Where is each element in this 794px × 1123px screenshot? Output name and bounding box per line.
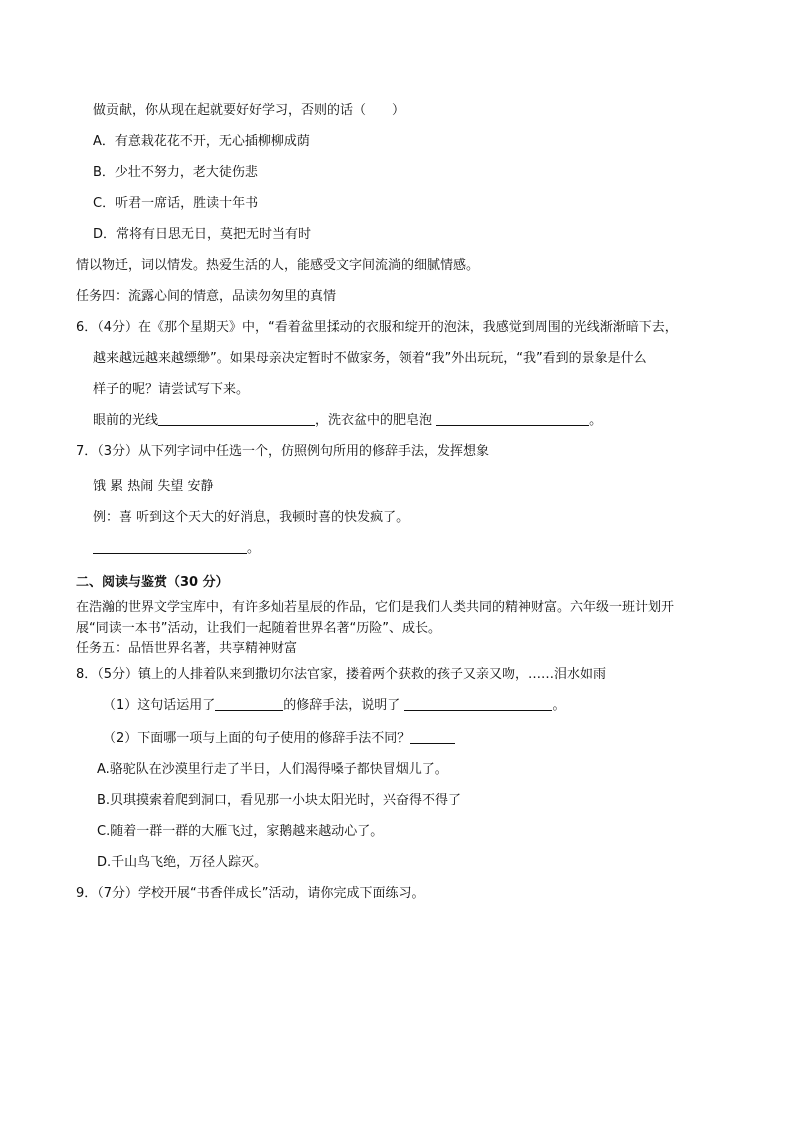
q6-fill-label-a: 眼前的光线: [93, 413, 159, 428]
q8-line1: 8．（5分）镇上的人排着队来到撒切尔法官家，搂着两个获救的孩子又亲又吻，……泪水如雨: [76, 667, 607, 682]
q8-sub1-label-a: （1）这句话运用了: [103, 698, 216, 713]
q5-option-b: B．少壮不努力，老大徒伤悲: [93, 165, 258, 180]
q6-blank-1[interactable]: [158, 412, 315, 426]
q8-option-d: D.千山鸟飞绝，万径人踪灭。: [97, 855, 268, 870]
q7-word-list: 饿 累 热闹 失望 安静: [93, 479, 214, 494]
q8-option-b: B.贝琪摸索着爬到洞口，看见那一小块太阳光时，兴奋得不得了: [97, 793, 462, 808]
q6-line2: 越来越远越来越缥缈”。如果母亲决定暂时不做家务，领着“我”外出玩玩，“我”看到的景象是什么: [93, 351, 647, 366]
q8-sub1-row: [103, 697, 565, 715]
q8-blank-2[interactable]: [404, 697, 552, 711]
q9-line: 9．（7分）学校开展“书香伴成长”活动，请你完成下面练习。: [76, 886, 425, 901]
q7-line1: 7．（3分）从下列字词中任选一个，仿照例句所用的修辞手法，发挥想象: [76, 444, 490, 459]
q8-option-c: C.随着一群一群的大雁飞过，家鹅越来越动心了。: [97, 824, 384, 839]
q6-fill-row: [93, 412, 602, 430]
q6-line3: 样子的呢？请尝试写下来。: [93, 382, 250, 397]
q5-continuation: 做贡献，你从现在起就要好好学习，否则的话（ ）: [93, 103, 406, 118]
q5-option-d: D．常将有日思无日，莫把无时当有时: [93, 227, 312, 242]
q5-option-c: C．听君一席话，胜读十年书: [93, 196, 259, 211]
q7-example: 例：喜 听到这个天大的好消息，我顿时喜的快发疯了。: [93, 510, 410, 525]
q7-blank[interactable]: [93, 540, 247, 554]
task4-heading: 任务四：流露心间的情意，品读勿匆里的真情: [76, 289, 337, 304]
q8-sub1-label-b: 的修辞手法，说明了: [283, 698, 401, 713]
section2-intro-line1: 在浩瀚的世界文学宝库中，有许多灿若星辰的作品，它们是我们人类共同的精神财富。六年级一班计划开: [76, 600, 675, 615]
q5-option-a: A．有意栽花花不开，无心插柳柳成荫: [93, 134, 310, 149]
task5-heading: 任务五：品悟世界名著，共享精神财富: [76, 641, 298, 656]
section2-heading: 二、阅读与鉴赏（30 分）: [76, 575, 229, 590]
q8-blank-1[interactable]: [215, 697, 283, 711]
q6-blank-2[interactable]: [436, 412, 589, 426]
q6-fill-label-b: ，洗衣盆中的肥皂泡: [315, 413, 433, 428]
section2-intro-line2: 展“同读一本书”活动，让我们一起随着世界名著“历险”、成长。: [76, 621, 441, 636]
q8-blank-3[interactable]: [410, 730, 455, 744]
intro-line: 情以物迁，词以情发。热爱生活的人，能感受文字间流淌的细腻情感。: [76, 258, 480, 273]
q6-fill-end: 。: [589, 413, 603, 428]
q7-fill-end: 。: [247, 541, 261, 556]
q6-line1: 6．（4分）在《那个星期天》中，“看着盆里揉动的衣服和绽开的泡沫，我感觉到周围的光线渐渐暗下去，: [76, 320, 678, 335]
q8-option-a: A.骆驼队在沙漠里行走了半日，人们渴得嗓子都快冒烟儿了。: [97, 762, 448, 777]
q8-sub1-end: 。: [552, 698, 566, 713]
q8-sub2-row: [103, 730, 455, 748]
q8-sub2-text: （2）下面哪一项与上面的句子使用的修辞手法不同？: [103, 731, 411, 746]
q7-fill-row: [93, 540, 260, 558]
